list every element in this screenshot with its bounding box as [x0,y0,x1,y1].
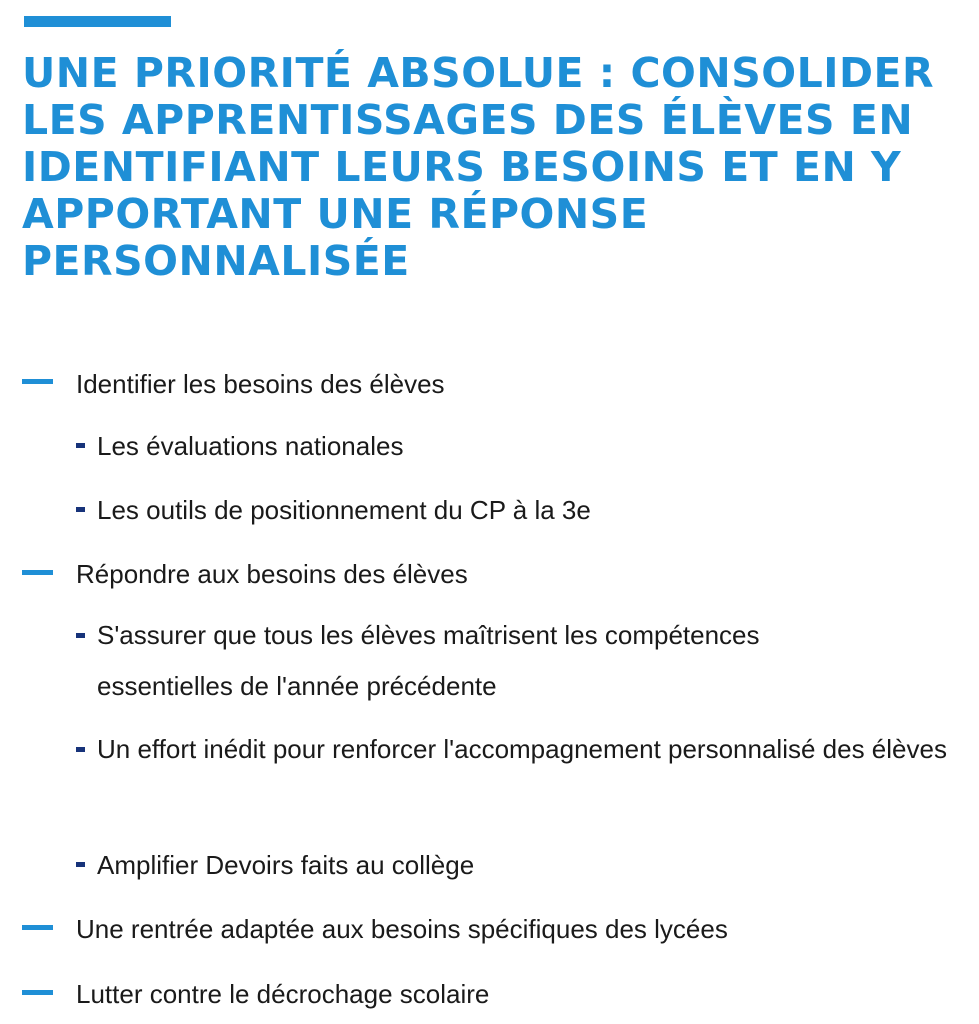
sub-bullet [76,747,85,752]
section-label: Répondre aux besoins des élèves [76,559,468,589]
section-label: Lutter contre le décrochage scolaire [76,979,490,1009]
sub-bullet [76,862,85,867]
sub-bullet [76,633,85,638]
section-label: Identifier les besoins des élèves [76,369,445,399]
section-dash-bullet [22,925,53,930]
sub-bullet [76,507,85,512]
title-accent-bar [24,16,171,27]
sub-item: Un effort inédit pour renforcer l'accompagnement personnalisé des élèves [97,734,947,764]
section-dash-bullet [22,990,53,995]
sub-bullet [76,443,85,448]
section-dash-bullet [22,379,53,384]
sub-item: Les évaluations nationales [97,431,404,461]
sub-item: Amplifier Devoirs faits au collège [97,850,475,880]
section-label: Une rentrée adaptée aux besoins spécifiques des lycées [76,914,728,944]
sub-item: Les outils de positionnement du CP à la 3e [97,495,591,525]
sub-item: S'assurer que tous les élèves maîtrisent les compétences essentielles de l'année précédente [97,620,760,701]
section-dash-bullet [22,570,53,575]
page-title: UNE PRIORITÉ ABSOLUE : CONSOLIDER LES APPRENTISSAGES DES ÉLÈVES EN IDENTIFIANT LEURS BESOINS ET EN Y APPORTANT UNE RÉPONSE PERSONNALISÉE [22,49,935,285]
